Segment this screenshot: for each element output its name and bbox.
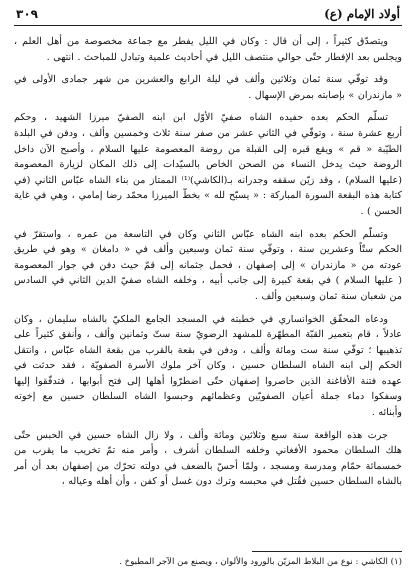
paragraph [14,72,402,103]
text-line: الطيّبة « قم » ويقع قبره إلى القبلة من روضة المعصومة عليها السلام ، وأصبح الآن داخل [14,143,402,155]
text-line: وقد توفّي سنة ثمان وثلاثين وألف في ليلة الرابع والعشرين من شهر جمادى الأولى في [14,74,388,86]
text-line: (عليها السلام) ، وقد زيّن سقفه وجدرانه بـ(الكاشي)⁽¹⁾ الممتاز من بناء الشاه عبّاس الثاني (في [14,174,402,186]
text-line: ودعاه المحقّق الخوانساري في خطبته في المسجد الجامع الملكيّ بالشاه سليمان ، وكان [14,313,388,325]
text-line: ( عليها السلام ) في بقعة كبيرة إلى جانب أبيه ، وخلفه الشاه صفيّ الدين الثاني في السادس [14,275,402,287]
text-line: كتابة هذه البقعة السورة المباركة : « يسبّح لله » بخطّ الميرزا محمّد رضا إمامي ، وهي في غاية [14,190,402,202]
text-line: « مازندران » بإصابته بمرض الإسهال . [248,89,402,101]
text-line: جرت هذه الواقعة سنة سبع وثلاثين ومائة وألف ، ولا زال الشاه حسين في الحبس حتّى [14,429,388,441]
text-line: الحكم إلى ابنه الشاه السلطان حسين ، وكان آخر ملوك الأسرة الصفويّة ، فقد حدثت في [14,360,402,372]
text-line: وسفكوا دماء جملة أعيان الصفويّين وعظمائهم وحبسوا الشاه السلطان حسين مع إخوته [14,391,402,403]
running-title: أولاد الإمام (ع) [324,7,400,21]
text-line: عودته من « مازندران » إلى إصفهان ، فحمل جثمانه إلى قمّ حيث دفن في جوار المعصومة [14,259,402,271]
text-line: ويتصدّق كثيراً ، إلى أن قال : وكان في الليل يفطر مع جماعة مخصوصة من أهل العلم ، [14,36,388,47]
text-line: وأبنائه . [371,407,402,419]
footnote-divider [252,551,402,552]
text-line: الحسن ) . [360,205,402,217]
paragraph [14,110,402,219]
text-line: بالشاه السلطان حسين فقُتل في محبسه وترك دون غسل أو كفن ، وأن أهله وعياله ، [61,476,402,488]
paragraph [14,428,402,490]
page-body [14,34,402,490]
text-line: خمسمائة حمّام ومدرسة ومسجد ، ولمّا أحسّ بالضعف في دولته تحرّك من إصفهان بعد أن أمر [14,460,402,472]
text-line: هلك السلطان محمود الأفغاني وخلفه السلطان أشرف ، وأمر منه تمّ تخريب ما يقرب من [14,445,402,457]
text-line: تسلّم الحكم بعده حفيده الشاه صفيّ الأوّل ابن ابنه الصفيّ ميرزا الشهيد ، وحكم [14,112,388,124]
paragraph [14,312,402,421]
text-line: أربع عشرة سنة ، وتوفّي في الثاني عشر من صفر سنة ثلاث وخمسين وألف ، ودفن في البلدة [14,127,402,139]
text-line: من شعبان سنة ثمان وسبعين وألف . [254,290,402,302]
paragraph [14,227,402,305]
text-line: وتسلّم الحكم بعده ابنه الشاه عبّاس الثاني وكان في التاسعة من عمره ، واستقرّ في [14,228,388,240]
text-line: ويجلس بعد الإفطار حتّى حوالي منتصف الليل في أحاديث علمية وتبادل للمباحث . انتهى . [46,51,402,63]
text-line: الروضة حيث يدخل النساء من الصحن الخاص بالسيّدات إلى ذلك المكان لزيارة المعصومة [14,159,402,171]
page-number: ٣٠٩ [16,7,38,21]
text-line: الحكم ستّاً وعشرين سنة ، وتوفّي سنة ثمان وسبعين وألف في « دامغان » وهو في طريق [14,244,402,256]
paragraph [14,34,402,65]
footnote: (١) الكاشي : نوع من البلاط المزيّن بالورود والألوان ، ويصنع من الآجر المطبوخ . [119,557,402,567]
page-header [14,6,402,26]
text-line: عهده فتنة الأفاغنة الذين حاصروا إصفهان حتّى اضطرّوا أهلها إلى فتح أبوابها ، فتدفّقوا إليها [14,375,402,387]
text-line: عادلاً ، قام بتعمير القبّة المطهّرة للمشهد الرضويّ سنة ستّ وثمانين وألف ، وأنفق كثيراً على [14,329,402,341]
text-line: تذهيبها ؛ توفّي سنة ست ومائة وألف ، ودفن في بقعة بالقرب من بقعة الشاه عبّاس ، وانتقل [14,344,402,356]
